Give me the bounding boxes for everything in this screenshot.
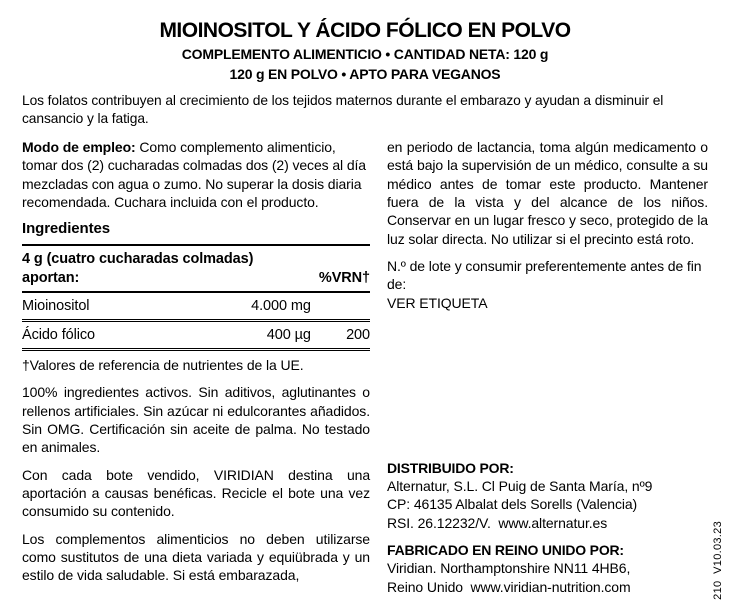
- distributor-address-line: Alternatur, S.L. Cl Puig de Santa María, nº9: [387, 478, 653, 495]
- distributor-address-line: CP: 46135 Albalat dels Sorells (Valencia): [387, 496, 638, 513]
- label-columns: [22, 138, 708, 600]
- nutrition-table-header-row: [22, 245, 370, 292]
- nutrient-vrn-cell: [311, 292, 370, 320]
- batch-version-code: 210 V10.03.23: [712, 521, 724, 600]
- manufacturer-address-line: Viridian. Northamptonshire NN11 4HB6,: [387, 560, 631, 577]
- nutrition-table: [22, 244, 370, 351]
- nutrient-amount-cell: 4.000 mg: [220, 292, 310, 320]
- manufacturer-url-line: Reino Unido www.viridian-nutrition.com: [387, 578, 631, 595]
- left-column: [22, 138, 370, 600]
- nutrient-vrn-cell: 200: [311, 320, 370, 349]
- nutrient-amount-cell: 400 µg: [220, 320, 310, 349]
- vrn-header-cell: %VRN†: [311, 245, 370, 292]
- lot-block: [387, 257, 708, 312]
- lot-see-label: VER ETIQUETA: [387, 294, 488, 311]
- nutrient-name-cell: Mioinositol: [22, 292, 220, 320]
- spacer: [387, 312, 708, 459]
- usage-text: Como complemento alimenticio, tomar dos (2) cucharadas colmadas dos (2) veces al día mezcladas con agua o zumo. No superar la dosis diaria recomendada. Cuchara incluida con el producto.: [22, 139, 366, 211]
- vrn-footnote: †Valores de referencia de nutrientes de la UE.: [22, 356, 304, 373]
- disclaimer-paragraph: Los complementos alimenticios no deben utilizarse como sustitutos de una dieta variada y equiübrada y un estilo de vida saludable. Si está embarazada,: [22, 530, 370, 584]
- manufacturer-block: [387, 541, 708, 600]
- distributor-heading: DISTRIBUIDO POR:: [387, 459, 514, 476]
- usage-paragraph: [22, 138, 370, 211]
- usage-label: Modo de empleo:: [22, 139, 136, 156]
- right-column: [387, 138, 708, 600]
- ingredients-heading: Ingredientes: [22, 220, 110, 238]
- product-title: MIOINOSITOL Y ÁCIDO FÓLICO EN POLVO: [159, 19, 571, 42]
- subtitle-net-quantity: COMPLEMENTO ALIMENTICIO • CANTIDAD NETA: 120 g: [181, 46, 549, 63]
- table-row: [22, 292, 370, 320]
- serving-header-cell: 4 g (cuatro cucharadas colmadas) aportan:: [22, 245, 311, 292]
- nutrient-name-cell: Ácido fólico: [22, 320, 220, 349]
- charity-paragraph: Con cada bote vendido, VIRIDIAN destina una aportación a causas benéficas. Recicle el bote una vez consumido su contenido.: [22, 466, 370, 520]
- manufacturer-heading: FABRICADO EN REINO UNIDO POR:: [387, 542, 624, 559]
- lot-line: N.º de lote y consumir preferentemente antes de fin de:: [387, 258, 702, 293]
- subtitle-vegan: 120 g EN POLVO • APTO PARA VEGANOS: [229, 66, 501, 83]
- table-row: [22, 320, 370, 349]
- warning-paragraph: en periodo de lactancia, toma algún medicamento o está bajo la supervisión de un médico, consulte a su médico antes de tomar este producto. Mantener fuera de la vista y del alcance de los niños. Conservar en un lugar fresco y seco, protegido de la luz solar directa. No utilizar si el precinto está roto.: [387, 139, 708, 247]
- distributor-block: [387, 459, 708, 532]
- folate-claim-paragraph: Los folatos contribuyen al crecimiento de los tejidos maternos durante el embarazo y ayudan a disminuir el cansancio y la fatiga.: [22, 93, 664, 127]
- distributor-rsi-url-line: RSI. 26.12232/V. www.alternatur.es: [387, 514, 608, 531]
- clean-ingredients-paragraph: 100% ingredientes activos. Sin aditivos, aglutinantes o rellenos artificiales. Sin azúcar ni edulcorantes añadidos. Sin OMG. Certificación sin aceite de palma. No testado en animales.: [22, 384, 370, 456]
